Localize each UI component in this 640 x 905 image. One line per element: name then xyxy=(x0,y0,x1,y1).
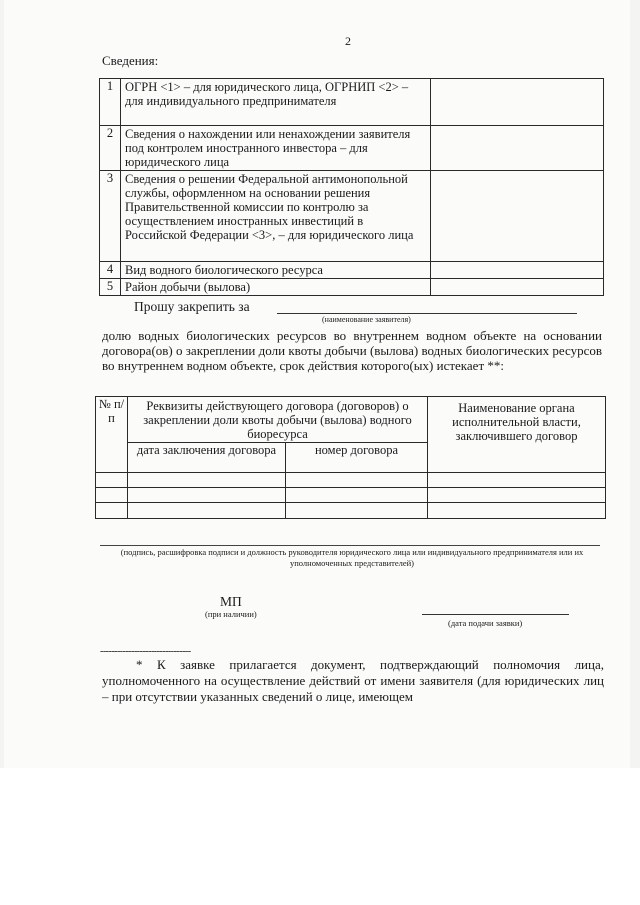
table-row xyxy=(100,171,604,262)
request-prefix: Прошу закрепить за xyxy=(134,299,250,314)
row-label: ОГРН <1> – для юридического лица, ОГРНИП <2> – для индивидуального предпринимателя xyxy=(121,79,431,126)
row-label: Сведения о нахождении или ненахождении заявителя под контролем иностранного инвестора – для юридического лица xyxy=(121,126,431,171)
row-label: Сведения о решении Федеральной антимонопольной службы, оформленном на основании решения Правительственной комиссии по контролю за осуществлением иностранных инвестиций в Российской Федерации <3>, – для юридического лица xyxy=(121,171,431,262)
cell-number[interactable] xyxy=(286,488,428,503)
header-date: дата заключения договора xyxy=(128,443,286,473)
applicant-name-hint: (наименование заявителя) xyxy=(322,315,411,324)
table-row xyxy=(100,79,604,126)
row-value-cell[interactable] xyxy=(431,279,604,296)
cell-authority[interactable] xyxy=(428,488,606,503)
cell-number[interactable] xyxy=(286,503,428,519)
signature-field[interactable] xyxy=(100,545,600,546)
footnote-text: * К заявке прилагается документ, подтверждающий полномочия лица, уполномоченного на осуществление действий от имени заявителя (для юридических лиц – при отсутствии указанных сведений о лице, имеющем xyxy=(102,657,604,704)
cell-num[interactable] xyxy=(96,503,128,519)
contracts-table xyxy=(95,396,606,519)
row-value-cell[interactable] xyxy=(431,79,604,126)
header-authority: Наименование органа исполнительной власти, заключившего договор xyxy=(428,397,606,473)
cell-date[interactable] xyxy=(128,503,286,519)
header-details: Реквизиты действующего договора (договоров) о закреплении доли квоты добычи (вылова) водного биоресурса xyxy=(128,397,428,443)
table-header-row xyxy=(96,397,606,443)
row-value-cell[interactable] xyxy=(431,262,604,279)
row-number: 3 xyxy=(100,171,121,262)
cell-authority[interactable] xyxy=(428,473,606,488)
row-number: 4 xyxy=(100,262,121,279)
table-row xyxy=(96,473,606,488)
row-number: 5 xyxy=(100,279,121,296)
table-row xyxy=(100,279,604,296)
signature-hint: (подпись, расшифровка подписи и должность руководителя юридического лица или индивидуального предпринимателя или их уполномоченных представителей) xyxy=(120,547,584,568)
row-label: Район добычи (вылова) xyxy=(121,279,431,296)
row-number: 1 xyxy=(100,79,121,126)
cell-num[interactable] xyxy=(96,473,128,488)
row-value-cell[interactable] xyxy=(431,126,604,171)
cell-number[interactable] xyxy=(286,473,428,488)
footnote xyxy=(102,657,604,705)
row-number: 2 xyxy=(100,126,121,171)
header-number: номер договора xyxy=(286,443,428,473)
submission-date-field[interactable] xyxy=(422,614,569,615)
row-label: Вид водного биологического ресурса xyxy=(121,262,431,279)
table-row xyxy=(96,488,606,503)
cell-date[interactable] xyxy=(128,473,286,488)
stamp-hint: (при наличии) xyxy=(205,609,257,619)
stamp-label: МП xyxy=(220,594,242,609)
table-row xyxy=(96,503,606,519)
table-row xyxy=(100,126,604,171)
cell-authority[interactable] xyxy=(428,503,606,519)
info-table xyxy=(99,78,604,296)
cell-date[interactable] xyxy=(128,488,286,503)
cell-num[interactable] xyxy=(96,488,128,503)
page-number: 2 xyxy=(345,34,351,48)
row-value-cell[interactable] xyxy=(431,171,604,262)
submission-date-hint: (дата подачи заявки) xyxy=(448,618,523,628)
applicant-name-field[interactable] xyxy=(277,313,577,314)
footnote-separator: -------------------------------- xyxy=(100,646,191,657)
document-page xyxy=(4,0,630,768)
header-num: № п/п xyxy=(96,397,128,473)
table-row xyxy=(100,262,604,279)
request-paragraph: долю водных биологических ресурсов во внутреннем водном объекте на основании договора(ов) о закреплении доли квоты добычи (вылова) водных биологических ресурсов во внутреннем водном объекте, срок действия которого(ых) истекает **: xyxy=(102,328,602,373)
intro-label: Сведения: xyxy=(102,53,159,68)
